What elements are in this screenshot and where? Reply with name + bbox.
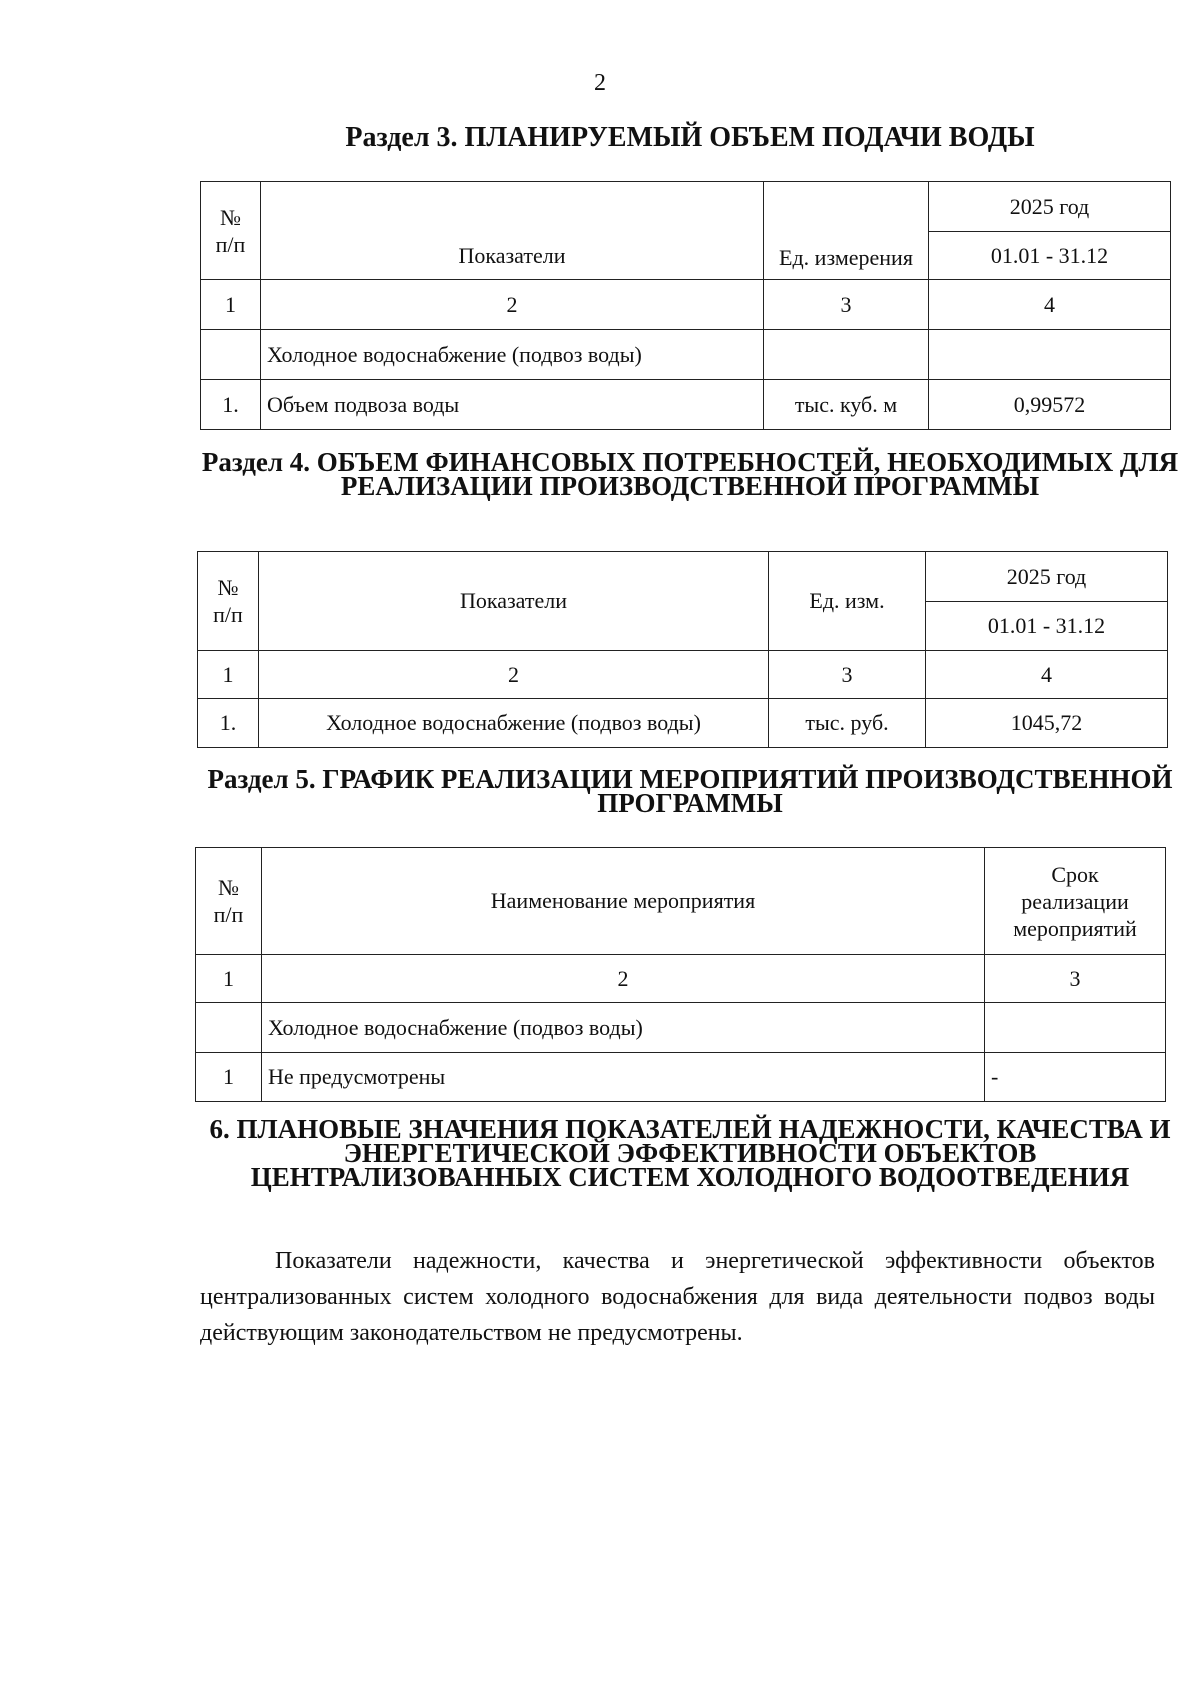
index-row xyxy=(196,955,1166,1003)
header-period: 01.01 - 31.12 xyxy=(929,232,1171,280)
section-4-table xyxy=(197,551,1168,748)
row-name: Не предусмотрены xyxy=(262,1053,985,1102)
row-value: 1045,72 xyxy=(926,699,1168,748)
index-row xyxy=(198,651,1168,699)
row-value: 0,99572 xyxy=(929,380,1171,430)
index-row xyxy=(201,280,1171,330)
group-name: Холодное водоснабжение (подвоз воды) xyxy=(261,330,764,380)
header-year: 2025 год xyxy=(926,552,1168,602)
index-cell: 1 xyxy=(201,280,261,330)
page-number: 2 xyxy=(594,70,606,96)
header-num: № п/п xyxy=(196,848,262,955)
group-num xyxy=(196,1003,262,1053)
index-cell: 1 xyxy=(198,651,259,699)
section-5-title: Раздел 5. ГРАФИК РЕАЛИЗАЦИИ МЕРОПРИЯТИЙ ПРОИЗВОДСТВЕННОЙ ПРОГРАММЫ xyxy=(207,764,1173,818)
row-num: 1 xyxy=(196,1053,262,1102)
header-term: Срок реализации мероприятий xyxy=(985,848,1166,955)
header-period: 01.01 - 31.12 xyxy=(926,602,1168,651)
index-cell: 3 xyxy=(985,955,1166,1003)
section-6-title: 6. ПЛАНОВЫЕ ЗНАЧЕНИЯ ПОКАЗАТЕЛЕЙ НАДЕЖНОСТИ, КАЧЕСТВА И ЭНЕРГЕТИЧЕСКОЙ ЭФФЕКТИВНОСТИ ОБЪЕКТОВ ЦЕНТРАЛИЗОВАННЫХ СИСТЕМ ХОЛОДНОГО ВОДООТВЕДЕНИЯ xyxy=(209,1114,1171,1192)
group-unit xyxy=(764,330,929,380)
index-cell: 2 xyxy=(262,955,985,1003)
header-year: 2025 год xyxy=(929,182,1171,232)
header-unit: Ед. изм. xyxy=(769,552,926,651)
group-term xyxy=(985,1003,1166,1053)
row-unit: тыс. куб. м xyxy=(764,380,929,430)
row-name: Объем подвоза воды xyxy=(261,380,764,430)
section-3-title: Раздел 3. ПЛАНИРУЕМЫЙ ОБЪЕМ ПОДАЧИ ВОДЫ xyxy=(345,122,1035,153)
group-row xyxy=(196,1003,1166,1053)
row-num: 1. xyxy=(201,380,261,430)
header-name: Наименование мероприятия xyxy=(262,848,985,955)
row-num: 1. xyxy=(198,699,259,748)
index-cell: 3 xyxy=(764,280,929,330)
table-row xyxy=(198,699,1168,748)
index-cell: 2 xyxy=(259,651,769,699)
table-row xyxy=(201,380,1171,430)
header-unit: Ед. измерения xyxy=(764,182,929,280)
group-num xyxy=(201,330,261,380)
index-cell: 4 xyxy=(926,651,1168,699)
index-cell: 2 xyxy=(261,280,764,330)
group-name: Холодное водоснабжение (подвоз воды) xyxy=(262,1003,985,1053)
header-indicators: Показатели xyxy=(259,552,769,651)
table-row xyxy=(196,1053,1166,1102)
section-6-paragraph: Показатели надежности, качества и энергетической эффективности объектов централизованных систем холодного водоснабжения для вида деятельности подвоз воды действующим законодательством не предусмотрены. xyxy=(200,1248,1155,1346)
row-term: - xyxy=(985,1053,1166,1102)
header-num: № п/п xyxy=(198,552,259,651)
row-unit: тыс. руб. xyxy=(769,699,926,748)
section-3-table xyxy=(200,181,1171,430)
index-cell: 4 xyxy=(929,280,1171,330)
header-num: № п/п xyxy=(201,182,261,280)
index-cell: 1 xyxy=(196,955,262,1003)
section-5-table xyxy=(195,847,1166,1102)
section-4-title: Раздел 4. ОБЪЕМ ФИНАНСОВЫХ ПОТРЕБНОСТЕЙ, НЕОБХОДИМЫХ ДЛЯ РЕАЛИЗАЦИИ ПРОИЗВОДСТВЕННОЙ ПРОГРАММЫ xyxy=(201,447,1179,501)
group-row xyxy=(201,330,1171,380)
group-value xyxy=(929,330,1171,380)
index-cell: 3 xyxy=(769,651,926,699)
header-indicators: Показатели xyxy=(261,182,764,280)
row-name: Холодное водоснабжение (подвоз воды) xyxy=(259,699,769,748)
